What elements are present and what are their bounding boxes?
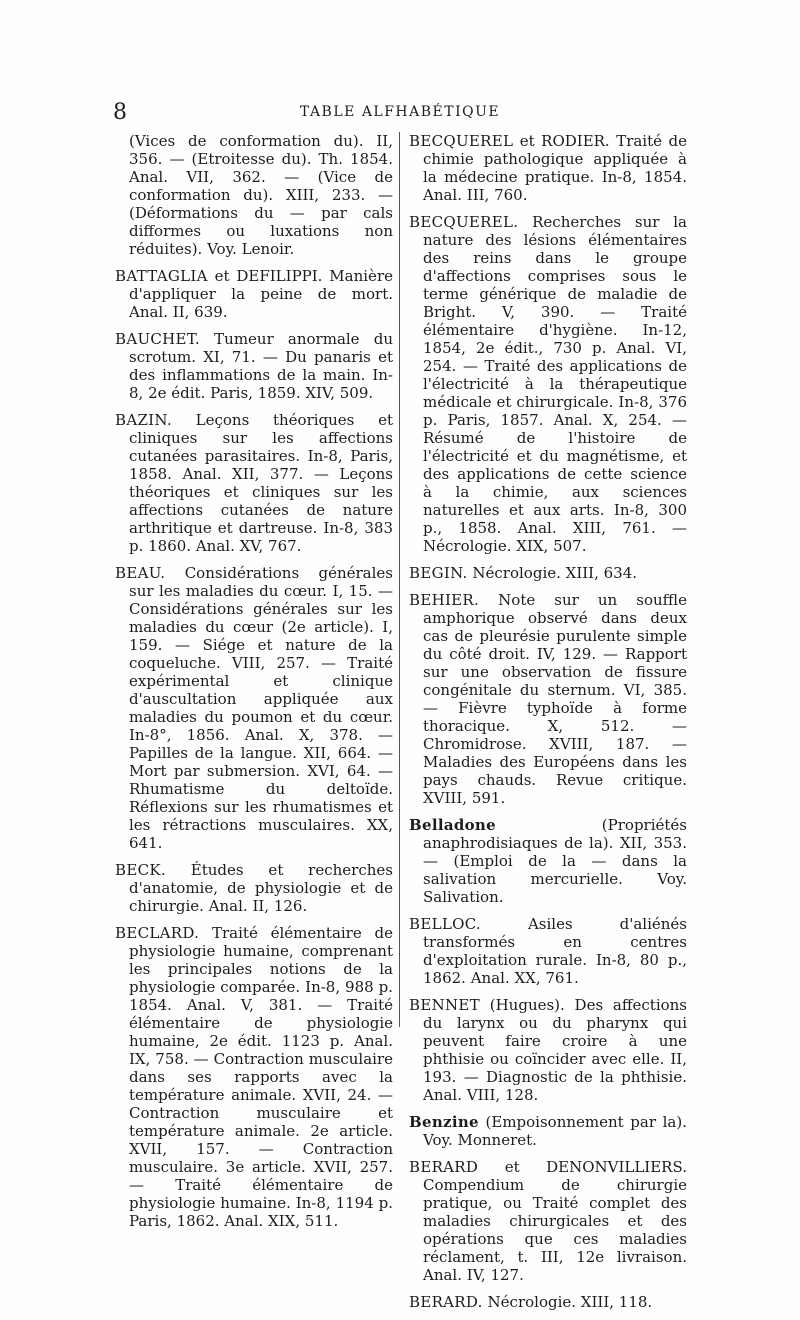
entry-body: Tumeur anormale du scrotum. XI, 71. — Du panaris et des inflammations de la main. In-8, 2e édit. Paris, 1859. XIV, 509.	[129, 330, 393, 402]
index-entry	[115, 411, 393, 555]
index-entry	[409, 1113, 687, 1149]
index-entry	[115, 330, 393, 402]
index-entry	[409, 996, 687, 1104]
entry-body: et RODIER. Traité de chimie pathologique appliquée à la médecine pratique. In-8, 1854. Anal. III, 760.	[423, 132, 687, 204]
index-entry	[409, 591, 687, 807]
index-entry	[409, 564, 687, 582]
entry-body: (Vices de conformation du). II, 356. — (Etroitesse du). Th. 1854. Anal. VII, 362. — (Vice de conformation du). XIII, 233. — (Déformations du — par cals difformes ou luxations non réduites). Voy. Lenoir.	[129, 132, 393, 258]
entry-body: Asiles d'aliénés transformés en centres d'exploitation rurale. In-8, 80 p., 1862. Anal. XX, 761.	[423, 915, 687, 987]
entry-heading: BECQUEREL.	[409, 213, 519, 231]
entry-heading: BEHIER.	[409, 591, 480, 609]
entry-heading: BERARD.	[409, 1293, 483, 1311]
entry-body: Note sur un souffle amphorique observé dans deux cas de pleurésie purulente simple du côté droit. IV, 129. — Rapport sur une observation de fissure congénitale du sternum. VI, 385. — Fièvre typhoïde à forme thoracique. X, 512. — Chromidrose. XVIII, 187. — Maladies des Européens dans les pays chauds. Revue critique. XVIII, 591.	[423, 591, 687, 807]
index-entry	[409, 213, 687, 555]
entry-heading: BEAU.	[115, 564, 166, 582]
entry-body: Nécrologie. XIII, 118.	[487, 1293, 653, 1311]
index-entry	[115, 132, 393, 258]
entry-heading: Belladone	[409, 816, 496, 834]
entry-heading: BERARD	[409, 1158, 479, 1176]
entry-heading: BENNET	[409, 996, 480, 1014]
entry-body: et DEFILIPPI. Manière d'appliquer la peine de mort. Anal. II, 639.	[129, 267, 393, 321]
entry-body: Considérations générales sur les maladies du cœur. I, 15. — Considérations générales sur les maladies du cœur (2e article). I, 159. — Siége et nature de la coqueluche. VIII, 257. — Traité expérimental et clinique d'auscultation appliquée aux maladies du poumon et du cœur. In-8°, 1856. Anal. X, 378. — Papilles de la langue. XII, 664. — Mort par submersion. XVI, 64. — Rhumatisme du deltoïde. Réflexions sur les rhumatismes et les rétractions musculaires. XX, 641.	[129, 564, 393, 852]
index-entry	[409, 1293, 687, 1311]
left-column	[115, 132, 393, 1239]
entry-heading: BECLARD.	[115, 924, 200, 942]
index-entry	[115, 861, 393, 915]
entry-body: Études et recherches d'anatomie, de physiologie et de chirurgie. Anal. II, 126.	[129, 861, 393, 915]
index-entry	[409, 1158, 687, 1284]
entry-body: (Empoisonnement par la). Voy. Monneret.	[423, 1113, 687, 1149]
entry-body: et DENONVILLIERS. Compendium de chirurgie pratique, ou Traité complet des maladies chirurgicales et des opérations que ces maladies réclament, t. III, 12e livraison. Anal. IV, 127.	[423, 1158, 687, 1284]
index-entry	[409, 132, 687, 204]
index-entry	[409, 816, 687, 906]
entry-body: Leçons théoriques et cliniques sur les affections cutanées parasitaires. In-8, Paris, 1858. Anal. XII, 377. — Leçons théoriques et cliniques sur les affections cutanées de nature arthritique et dartreuse. In-8, 383 p. 1860. Anal. XV, 767.	[129, 411, 393, 555]
entry-body: (Hugues). Des affections du larynx ou du pharynx qui peuvent faire croire à une phthisie ou coïncider avec elle. II, 193. — Diagnostic de la phthisie. Anal. VIII, 128.	[423, 996, 687, 1104]
index-entry	[115, 924, 393, 1230]
index-entry	[115, 564, 393, 852]
index-entry	[115, 267, 393, 321]
right-column	[409, 132, 687, 1320]
entry-heading: BELLOC.	[409, 915, 482, 933]
entry-body: Nécrologie. XIII, 634.	[472, 564, 638, 582]
entry-heading: BAZIN.	[115, 411, 172, 429]
page-number: 8	[113, 100, 127, 125]
entry-body: (Propriétés anaphrodisiaques de la). XII, 353. — (Emploi de la — dans la salivation mercurielle. Voy. Salivation.	[423, 816, 687, 906]
entry-heading: Benzine	[409, 1113, 479, 1131]
entry-heading: BECQUEREL	[409, 132, 514, 150]
entry-body: Traité élémentaire de physiologie humaine, comprenant les principales notions de la physiologie comparée. In-8, 988 p. 1854. Anal. V, 381. — Traité élémentaire de physiologie humaine, 2e édit. 1123 p. Anal. IX, 758. — Contraction musculaire dans ses rapports avec la température animale. XVII, 24. — Contraction musculaire et température animale. 2e article. XVII, 157. — Contraction musculaire. 3e article. XVII, 257. — Traité élémentaire de physiologie humaine. In-8, 1194 p. Paris, 1862. Anal. XIX, 511.	[129, 924, 393, 1230]
running-title: TABLE ALFHABÉTIQUE	[299, 104, 501, 120]
column-divider	[399, 132, 400, 1027]
entry-heading: BATTAGLIA	[115, 267, 208, 285]
entry-body: Recherches sur la nature des lésions élémentaires des reins dans le groupe d'affections comprises sous le terme générique de maladie de Bright. V, 390. — Traité élémentaire d'hygiène. In-12, 1854, 2e édit., 730 p. Anal. VI, 254. — Traité des applications de l'électricité à la thérapeutique médicale et chirurgicale. In-8, 376 p. Paris, 1857. Anal. X, 254. — Résumé de l'histoire de l'électricité et du magnétisme, et des applications de cette science à la chimie, aux sciences naturelles et aux arts. In-8, 300 p., 1858. Anal. XIII, 761. — Nécrologie. XIX, 507.	[423, 213, 687, 555]
entry-heading: BECK.	[115, 861, 166, 879]
entry-heading: BAUCHET.	[115, 330, 200, 348]
index-entry	[409, 915, 687, 987]
entry-heading: BEGIN.	[409, 564, 468, 582]
